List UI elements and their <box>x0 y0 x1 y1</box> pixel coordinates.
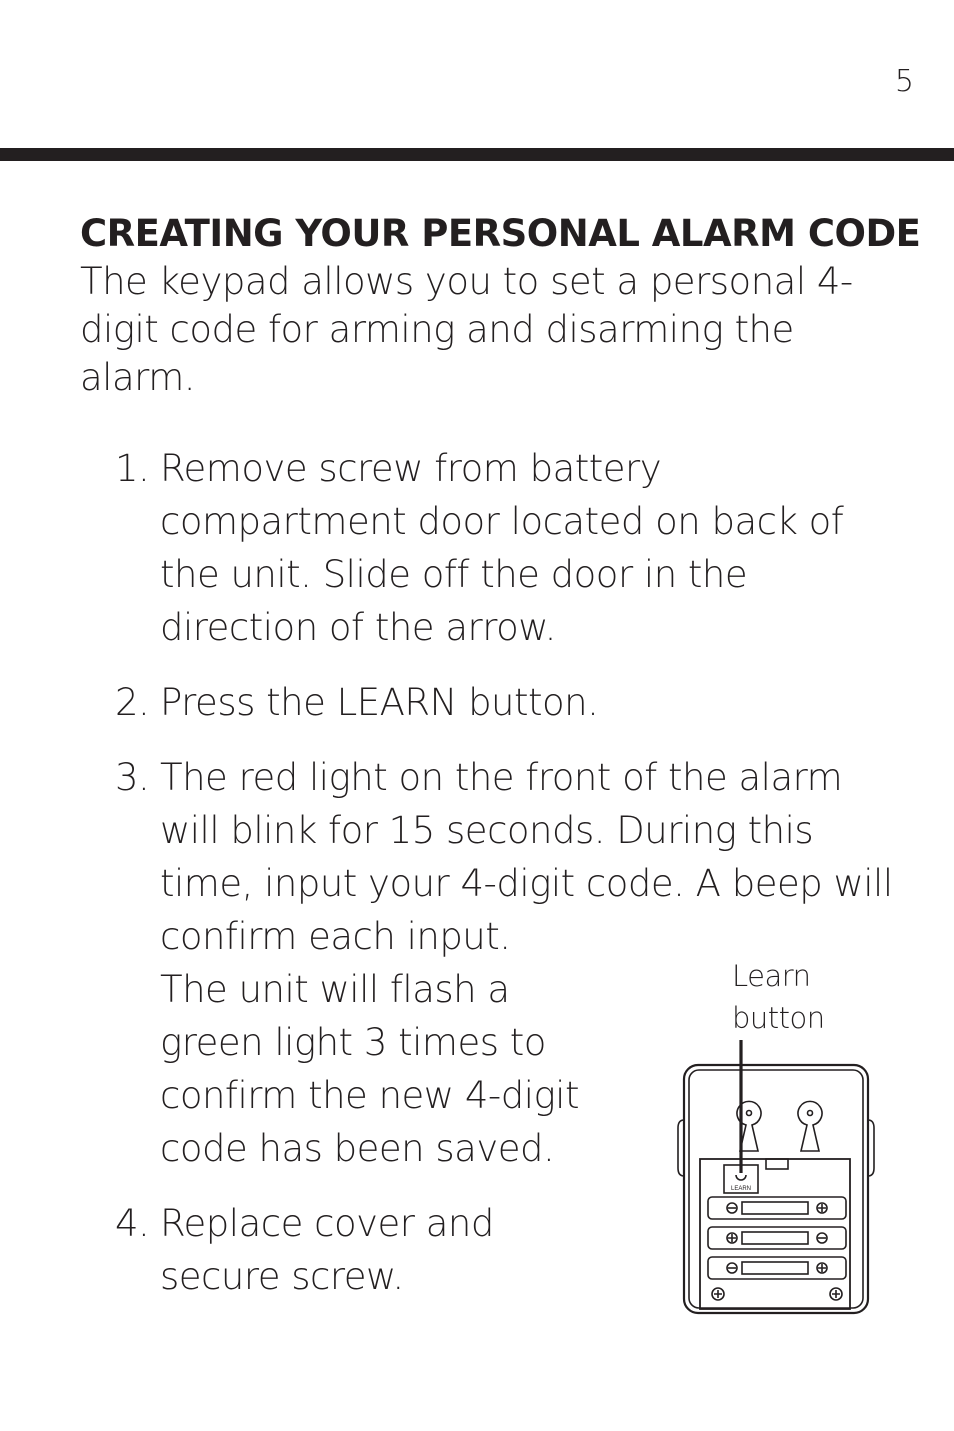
battery-row-1 <box>708 1197 846 1219</box>
step-text: The red light on the front of the alarm will blink for 15 seconds. During this time, input your 4-digit code. A beep will confirm each input. <box>160 756 893 958</box>
step-text-continued: The unit will flash a green light 3 times to confirm the new 4-digit code has been saved. <box>160 968 579 1170</box>
section-intro: The keypad allows you to set a personal 4-digit code for arming and disarming the alarm. <box>80 260 853 399</box>
step-number: 1. <box>115 447 150 490</box>
step-text: Remove screw from battery compartment door located on back of the unit. Slide off the door in the direction of the arrow. <box>160 447 844 649</box>
learn-button-label: LEARN <box>730 1186 752 1192</box>
step-number: 2. <box>115 681 150 724</box>
battery-compartment <box>700 1159 850 1309</box>
unit-back-diagram <box>676 1035 876 1320</box>
battery-row-3 <box>708 1257 846 1279</box>
step-1 <box>115 442 905 654</box>
unit-body <box>684 1065 868 1313</box>
callout-line-1: Learn <box>732 959 811 993</box>
learn-button-callout <box>732 955 825 1039</box>
step-number: 3. <box>115 756 150 799</box>
step-2 <box>115 676 905 729</box>
page-number: 5 <box>894 64 914 99</box>
step-text: Press the LEARN button. <box>160 681 599 724</box>
section-title: CREATING YOUR PERSONAL ALARM CODE <box>80 212 921 255</box>
step-text: Replace cover and secure screw. <box>160 1202 494 1298</box>
keyhole-right-icon <box>798 1101 822 1151</box>
section <box>80 210 921 1298</box>
battery-row-2 <box>708 1227 846 1249</box>
callout-line-2: button <box>732 1001 825 1035</box>
unit-body-inner <box>689 1070 863 1308</box>
header-rule <box>0 148 954 161</box>
step-number: 4. <box>115 1202 150 1245</box>
